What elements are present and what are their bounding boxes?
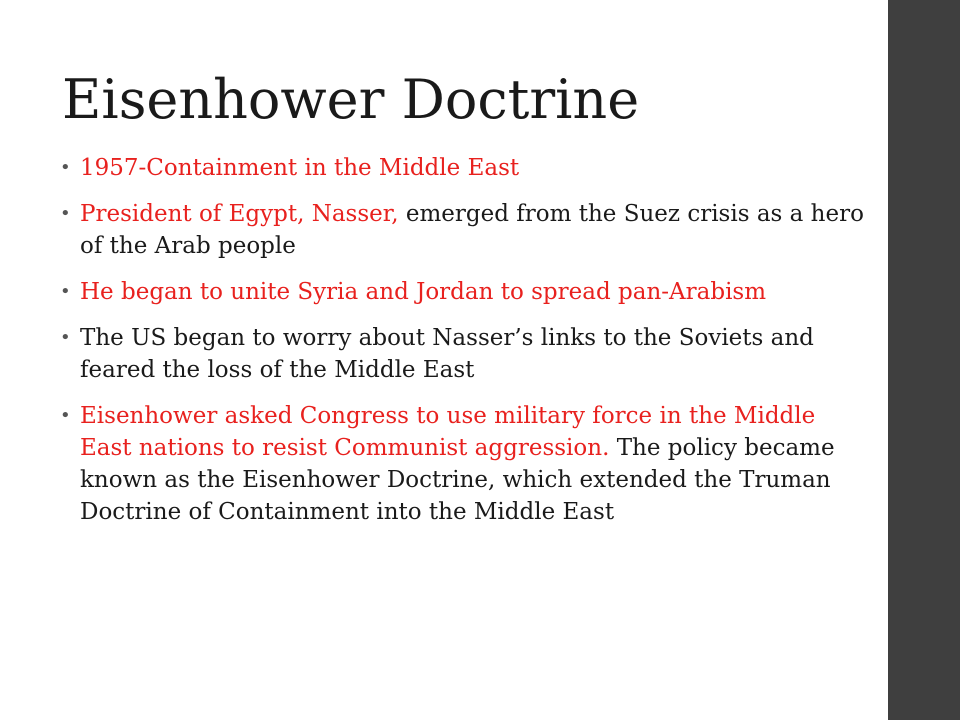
bullet-icon: • [60, 157, 71, 178]
bullet-5-highlight: Eisenhower asked Congress to use military force in the Middle East nations to resist Communist aggression. [80, 403, 816, 461]
bullet-3-highlight: He began to unite Syria and Jordan to spread pan-Arabism [80, 279, 767, 305]
bullet-icon: • [60, 327, 71, 348]
bullet-icon: • [60, 405, 71, 426]
bullet-item-1 [60, 152, 872, 184]
bullet-4-text: The US began to worry about Nasser’s links to the Soviets and feared the loss of the Middle East [80, 325, 814, 383]
bullet-item-2 [60, 198, 872, 262]
bullet-item-4 [60, 322, 872, 386]
bullet-item-5 [60, 400, 872, 528]
bullet-icon: • [60, 281, 71, 302]
bullet-list [60, 152, 872, 542]
bullet-icon: • [60, 203, 71, 224]
bullet-item-3 [60, 276, 872, 308]
bullet-1-highlight: 1957-Containment in the Middle East [80, 155, 520, 181]
slide-title: Eisenhower Doctrine [62, 68, 640, 131]
side-accent-bar [888, 0, 960, 720]
bullet-5-text: The policy became known as the Eisenhower Doctrine, which extended the Truman Doctrine of Containment into the Middle East [80, 435, 835, 525]
bullet-2-text: emerged from the Suez crisis as a hero of the Arab people [80, 201, 864, 259]
bullet-2-highlight: President of Egypt, Nasser, [80, 201, 399, 227]
